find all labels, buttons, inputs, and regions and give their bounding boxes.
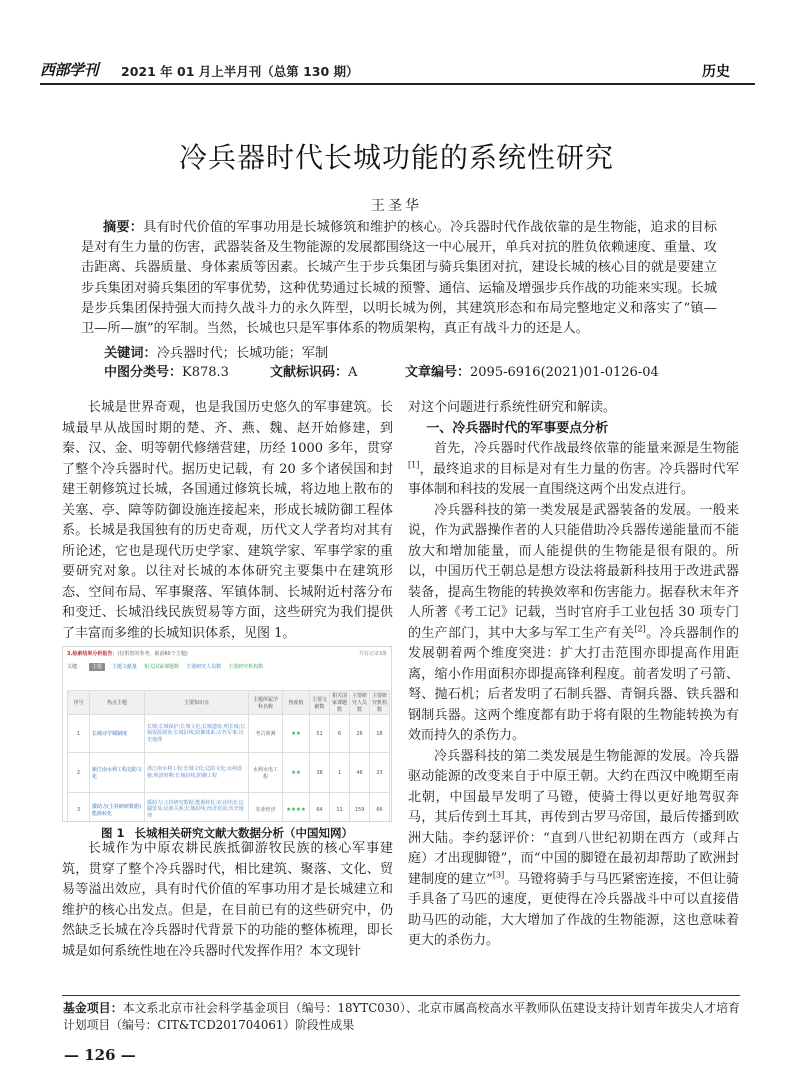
paragraph-text: 冷兵器科技的第二类发展是生物能源的发展。冷兵器驱动能源的改变来自于中原王朝。大约在西汉中晚期至南北朝，中国最早发明了马镫，使骑士得以更好地驾驭奔马，其后传到土耳其，再传到古罗马帝国，最后传播到欧洲大陆。李约瑟评价：“直到八世纪初期在西方（或拜占庭）才出现脚镫”，而“中国的脚镫在最初却帮助了欧洲封建制度的建立” [408,748,739,887]
figure-caption-text: 长城相关研究文献大数据分析（中国知网） [134,826,353,840]
heat-stars: ★★ [283,753,310,793]
col-header: 主要研究机构数 [370,691,390,715]
project-count: 6 [330,715,350,753]
footnote-rule [62,995,740,996]
knowledge-points: 援助力;主持研究数据;能源转化;农业经济;边疆贸易;民族关系;长城沿线;经济发展;历史地理 [145,793,249,823]
paragraph: 长城作为中原农耕民族抵御游牧民族的核心军事建筑，贯穿了整个冷兵器时代，相比建筑、聚落、文化、贸易等溢出效应，具有时代价值的军事功用才是长城建立和维护的核心出发点。但是，在目前已有的这些研究中，仍然缺乏长城在冷兵器时代背景下的功能的整体梳理，即长城是如何系统性地在冷兵器时代发挥作用？本文现针 [62,841,393,959]
section-heading: 一、冷兵器时代的军事要点分析 [426,420,609,436]
paragraph: 长城是世界奇观，也是我国历史悠久的军事建筑。长城最早从战国时期的楚、齐、燕、魏、赵开始修建，到秦、汉、金、明等朝代修缮营建，历经 1000 多年，贯穿了整个冷兵器时代。据历史记载，有 20 多个诸侯国和封建王朝修筑过长城，各国通过修筑长城，将边地上散布的关塞、亭、障等防御设施连接起来，形成长城防御工程体系。长城是我国独有的历史奇观，历代文人学者均对其有所论述，它也是现代历史学家、建筑学家、军事学家的重要研究对象。以往对长城的本体研究主要集中在建筑形态、空间布局、军事聚落、军镇体制、长城附近村落分布和变迁、长城沿线民族贸易等方面，这些研究为我们提供了丰富而多维的长城知识体系，见图 1。 [62,400,393,641]
researcher-count: 26 [350,715,370,753]
paragraph-text: ，最终追求的目标是对有生力量的伤害。冷兵器时代军事体制和科技的发展一直围绕这两个出发点进行。 [408,461,739,497]
paragraph [408,439,739,501]
tab-topic-docs: 主题文献量 [112,664,138,670]
col-header: 主题所属学科名称 [249,691,283,715]
article-number [405,361,659,380]
doc-code-value: A [348,365,358,380]
table-header [68,691,390,715]
abstract-text: 具有时代价值的军事功用是长城修筑和维护的核心。冷兵器时代作战依靠的是生物能，追求的目标是对有生力量的伤害，武器装备及生物能源的发展都围绕这一中心展开，单兵对抗的胜负依赖速度、重量、攻击距离、兵器质量、身体素质等因素。长城产生于步兵集团与骑兵集团对抗，建设长城的核心目的就是要建立步兵集团对骑兵集团的军事优势，这种优势通过长城的预警、通信、运输及增强步兵作战的功能来实现。长城是步兵集团保持强大而持久战斗力的永久阵型，以明长城为例，其建筑形态和布局完整地定义和落实了“镇—卫—所—旗”的军制。当然，长城也只是军事体系的物质架构，真正有战斗力的还是人。 [81,220,718,337]
doc-count: 38 [310,753,330,793]
project-count: 1 [330,753,350,793]
col-header: 主要知识点 [145,691,249,715]
journal-logo: 西部学刊 [40,61,99,79]
heat-stars: ★★ [283,715,310,753]
discipline: 水利水电工程 [249,753,283,793]
right-column [408,398,739,952]
paragraph-text: 。冷兵器制作的发展朝着两个维度突进：扩大打击范围亦即提高作用距离，缩小作用面积亦即提高锋利程度。前者发明了弓箭、弩、抛石机；后者发明了石制兵器、青铜兵器、铁兵器和钢制兵器。这两个维度都有助于将有限的生物能转换为有效而持久的杀伤力。 [408,625,739,743]
institution-count: 18 [370,715,390,753]
project-count: 11 [330,793,350,823]
author: 王圣华 [371,198,422,214]
tab-projects: 相关国家课题数 [144,664,180,670]
filter-label: 关键： [67,664,83,670]
article-number-label: 文章编号： [405,365,471,380]
section-label: 历史 [702,64,730,80]
footnote-label: 基金项目： [63,1001,123,1015]
heat-stars: ★★★★ [283,793,310,823]
article-title: 冷兵器时代长城功能的系统性研究 [178,141,614,174]
hot-topic: 新江南水利工程边防文化 [90,753,145,793]
doc-count: 51 [310,715,330,753]
doc-count: 64 [310,793,330,823]
paragraph-text: 冷兵器科技的第一类发展是武器装备的发展。一般来说，作为武器操作者的人只能借助冷兵器传递能量而不能放大和增加能量，而人能提供的生物能是很有限的。所以，中国历代王朝总是想方设法将最新科技用于改进武器装备，提高生物能的转换效率和伤害能力。据春秋末年齐人所著《考工记》记载，当时官府手工业包括 30 项专门的生产部门，其中大多与军工生产有关 [408,502,739,641]
table-row [68,793,390,823]
citation-ref: [3] [492,870,505,880]
issue-info: 2021 年 01 月上半月刊（总第 130 期） [121,64,359,79]
row-number: 1 [68,715,90,753]
paragraph [408,747,739,952]
filter-tabs [67,662,387,673]
table-row [68,753,390,793]
tab-researchers: 主要研究人员数 [186,664,222,670]
row-number: 3 [68,793,90,823]
analysis-table [67,690,390,822]
researcher-count: 159 [350,793,370,823]
doc-code-label: 文献标识码： [270,365,349,380]
col-header: 热点主题 [90,691,145,715]
doc-code [270,361,357,380]
researcher-count: 46 [350,753,370,793]
article-number-value: 2095-6916(2021)01-0126-04 [470,365,659,380]
paragraph-text: 首先，冷兵器时代作战最终依靠的能量来源是生物能 [434,441,739,456]
institution-count: 23 [370,753,390,793]
institution-count: 66 [370,793,390,823]
col-header: 主要研究人员数 [350,691,370,715]
keywords [104,342,328,361]
col-header: 相关国家课题数 [330,691,350,715]
report-title: 3.检索结果分析报告： [67,651,118,657]
col-header: 序号 [68,691,90,715]
left-column-bottom [62,839,393,962]
hot-topic: 长城诗学城制度 [90,715,145,753]
col-header: 主要文献数 [310,691,330,715]
citation-ref: [1] [408,460,420,470]
footnote-text: 本文系北京市社会科学基金项目（编号：18YTC030）、北京市属高校高水平教师队伍建设支持计划青年拔尖人才培育计划项目（编号：CIT&TCD201704061）阶段性成果 [63,1001,740,1032]
report-header [67,650,387,659]
page-number: — 126 — [64,1046,136,1064]
tab-topic: 主题 [89,663,105,671]
report-note: (仅供您的参考，取前60个主题) [117,651,188,657]
clc-label: 中图分类号： [104,365,183,380]
abstract [81,218,717,339]
knowledge-points: 浙江南水利工程;长城文化;边防文化;水利设施;明清时期;长城沿线;防御工程 [145,753,249,793]
clc-value: K878.3 [182,365,229,380]
figure-label: 图 1 [100,826,125,840]
knowledge-points: 长城;长城保护;长城文化;长城遗址;明长城;长城资源调查;长城沿线;防御体系;古代军事;历史地理 [145,715,249,753]
keywords-text: 冷兵器时代；长城功能；军制 [156,346,329,361]
abstract-label: 摘要： [103,220,144,235]
left-column-top [62,398,393,644]
col-header: 热度值 [283,691,310,715]
funding-footnote [63,1000,740,1034]
keywords-label: 关键词： [104,346,157,361]
figure-screenshot [62,646,392,822]
paragraph-text: 。马镫将骑手与马匹紧密连接，不但让骑手具备了马匹的速度，更使得在冷兵器战斗中可以直接借助马匹的动能，大大增加了作战的生物能源，这也意味着更大的杀伤力。 [408,871,739,948]
discipline: 考古预测 [249,715,283,753]
discipline: 农业经济 [249,793,283,823]
row-number: 2 [68,753,90,793]
record-count: 共有记录3条 [358,651,387,657]
citation-ref: [2] [634,624,646,634]
clc-number [104,361,229,380]
table-row [68,715,390,753]
paragraph [408,501,739,747]
paragraph-continuation: 对这个问题进行系统性研究和解读。 [408,400,617,415]
header-rule [40,83,755,85]
hot-topic: 援助力(主持研研数据)能源转化 [90,793,145,823]
tab-institutions: 主要研究机构数 [228,664,264,670]
